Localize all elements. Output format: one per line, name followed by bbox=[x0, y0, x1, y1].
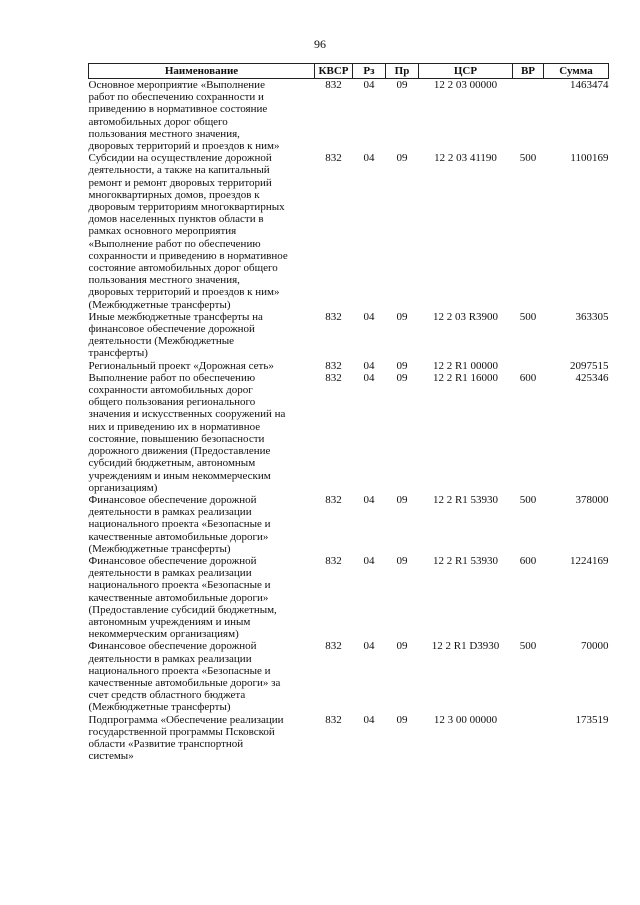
name-line: счет средств областного бюджета bbox=[88, 689, 246, 702]
cell-pr: 09 bbox=[396, 713, 408, 726]
name-line: (Межбюджетные трансферты) bbox=[88, 701, 231, 714]
table-row bbox=[89, 152, 609, 311]
cell-rz: 04 bbox=[363, 713, 375, 726]
name-line: субсидий бюджетным, автономным bbox=[88, 457, 256, 470]
cell-sum: 1463474 bbox=[570, 79, 609, 91]
cell-rz: 04 bbox=[363, 310, 375, 323]
cell-vr bbox=[513, 360, 544, 372]
cell-name bbox=[89, 79, 315, 153]
cell-kvsr: 832 bbox=[325, 310, 342, 323]
cell-sum: 425346 bbox=[575, 371, 609, 384]
name-line: состояние автомобильных дорог общего bbox=[88, 262, 278, 275]
name-line: учреждениям и иным некоммерческим bbox=[88, 469, 271, 482]
cell-csr: 12 2 03 R3900 bbox=[432, 310, 499, 323]
cell-vr: 500 bbox=[519, 640, 537, 653]
cell-kvsr: 832 bbox=[325, 359, 342, 372]
table-row bbox=[89, 311, 609, 360]
cell-name bbox=[89, 640, 315, 713]
cell-csr: 12 2 R1 D3930 bbox=[431, 640, 500, 653]
name-line: дворовым территориям многоквартирных bbox=[88, 201, 285, 214]
cell-rz: 04 bbox=[363, 79, 375, 91]
cell-csr: 12 2 R1 53930 bbox=[432, 554, 499, 567]
name-line: домов населенных пунктов области в bbox=[88, 213, 264, 226]
name-line: национального проекта «Безопасные и bbox=[88, 664, 271, 677]
name-line: деятельности в рамках реализации bbox=[88, 652, 252, 665]
name-line: Выполнение работ по обеспечению bbox=[88, 371, 256, 384]
name-line: значения и искусственных сооружений на bbox=[88, 408, 286, 421]
table-row bbox=[89, 555, 609, 640]
table-row bbox=[89, 79, 609, 153]
cell-vr: 500 bbox=[519, 310, 537, 323]
cell-vr bbox=[513, 79, 544, 153]
name-line: состояние, повышению безопасности bbox=[88, 432, 265, 445]
name-line: национального проекта «Безопасные и bbox=[88, 579, 271, 592]
name-line: ремонт и ремонт дворовых территорий bbox=[88, 176, 272, 189]
cell-pr: 09 bbox=[396, 152, 408, 165]
name-line: «Выполнение работ по обеспечению bbox=[88, 237, 261, 250]
cell-rz: 04 bbox=[363, 493, 375, 506]
cell-sum: 1100169 bbox=[570, 152, 609, 165]
cell-csr: 12 3 00 00000 bbox=[433, 713, 498, 726]
name-line: них и приведению их в нормативное bbox=[88, 420, 261, 433]
name-line: Финансовое обеспечение дорожной bbox=[88, 554, 257, 567]
name-line: рамках основного мероприятия bbox=[88, 225, 237, 238]
cell-rz: 04 bbox=[363, 554, 375, 567]
name-line: пользования местного значения, bbox=[88, 127, 240, 140]
name-line: приведению в нормативное состояние bbox=[88, 103, 268, 116]
name-line: Субсидии на осуществление дорожной bbox=[88, 152, 272, 165]
table-row bbox=[89, 714, 609, 763]
header-sum: Сумма bbox=[544, 64, 609, 79]
cell-pr: 09 bbox=[396, 554, 408, 567]
cell-name bbox=[89, 372, 315, 494]
cell-rz: 04 bbox=[363, 640, 375, 653]
header-kvsr: КВСР bbox=[315, 64, 353, 79]
budget-table bbox=[88, 63, 609, 762]
name-line: (Межбюджетные трансферты) bbox=[88, 542, 231, 555]
name-line: деятельности (Межбюджетные bbox=[88, 335, 235, 348]
cell-rz: 04 bbox=[363, 152, 375, 165]
cell-csr: 12 2 03 00000 bbox=[433, 79, 498, 91]
name-line: сохранности и приведению в нормативное bbox=[88, 249, 288, 262]
name-line: Подпрограмма «Обеспечение реализации bbox=[88, 713, 284, 726]
cell-kvsr: 832 bbox=[325, 371, 342, 384]
header-name: Наименование bbox=[89, 64, 315, 79]
cell-name bbox=[89, 152, 315, 311]
table-row bbox=[89, 360, 609, 372]
name-line: сохранности автомобильных дорог bbox=[88, 384, 253, 397]
cell-pr: 09 bbox=[396, 371, 408, 384]
name-line: деятельности, а также на капитальный bbox=[88, 164, 270, 177]
name-line: деятельности в рамках реализации bbox=[88, 567, 252, 580]
cell-sum: 70000 bbox=[581, 640, 609, 653]
cell-name bbox=[89, 714, 315, 763]
cell-kvsr: 832 bbox=[325, 493, 342, 506]
cell-kvsr: 832 bbox=[325, 640, 342, 653]
name-line: пользования местного значения, bbox=[88, 274, 240, 287]
name-line: Финансовое обеспечение дорожной bbox=[88, 640, 257, 653]
table-body bbox=[89, 79, 609, 763]
name-line: Региональный проект «Дорожная сеть» bbox=[88, 359, 274, 372]
header-csr: ЦСР bbox=[419, 64, 513, 79]
page-number: 96 bbox=[314, 37, 326, 51]
name-line: Основное мероприятие «Выполнение bbox=[88, 79, 265, 91]
cell-csr: 12 2 03 41190 bbox=[434, 152, 497, 165]
cell-vr: 500 bbox=[519, 493, 537, 506]
name-line: дворовых территорий и проездов к ним» bbox=[88, 140, 280, 153]
cell-pr: 09 bbox=[396, 79, 408, 91]
name-line: качественные автомобильные дороги» за bbox=[88, 676, 281, 689]
name-line: качественные автомобильные дороги» bbox=[88, 530, 269, 543]
cell-csr: 12 2 R1 00000 bbox=[432, 359, 499, 372]
cell-sum: 173519 bbox=[575, 713, 609, 726]
cell-kvsr: 832 bbox=[325, 554, 342, 567]
name-line: многоквартирных домов, проездов к bbox=[88, 188, 260, 201]
cell-kvsr: 832 bbox=[325, 152, 342, 165]
name-line: работ по обеспечению сохранности и bbox=[88, 91, 264, 104]
cell-pr: 09 bbox=[396, 640, 408, 653]
name-line: автомобильных дорог общего bbox=[88, 115, 228, 128]
name-line: системы» bbox=[88, 750, 134, 763]
table-row bbox=[89, 372, 609, 494]
name-line: Финансовое обеспечение дорожной bbox=[88, 493, 257, 506]
cell-csr: 12 2 R1 53930 bbox=[432, 493, 499, 506]
cell-pr: 09 bbox=[396, 310, 408, 323]
cell-rz: 04 bbox=[363, 359, 375, 372]
name-line: дворовых территорий и проездов к ним» bbox=[88, 286, 280, 299]
name-line: общего пользования регионального bbox=[88, 396, 256, 409]
cell-pr: 09 bbox=[396, 359, 408, 372]
name-line: финансовое обеспечение дорожной bbox=[88, 323, 255, 336]
name-line: (Предоставление субсидий бюджетным, bbox=[88, 603, 277, 616]
cell-kvsr: 832 bbox=[325, 79, 342, 91]
table-header-row bbox=[89, 64, 609, 79]
name-line: государственной программы Псковской bbox=[88, 725, 275, 738]
cell-sum: 363305 bbox=[575, 310, 609, 323]
name-line: качественные автомобильные дороги» bbox=[88, 591, 269, 604]
table-row bbox=[89, 494, 609, 555]
cell-name bbox=[89, 311, 315, 360]
header-pr: Пр bbox=[386, 64, 419, 79]
name-line: трансферты) bbox=[88, 347, 148, 360]
name-line: дорожного движения (Предоставление bbox=[88, 445, 271, 458]
cell-name bbox=[89, 494, 315, 555]
cell-csr: 12 2 R1 16000 bbox=[432, 371, 499, 384]
cell-name bbox=[89, 555, 315, 640]
name-line: организациям) bbox=[88, 481, 158, 494]
name-line: автономным учреждениям и иным bbox=[88, 615, 251, 628]
cell-sum: 1224169 bbox=[570, 554, 609, 567]
cell-vr: 600 bbox=[519, 554, 537, 567]
cell-sum: 2097515 bbox=[570, 359, 609, 372]
name-line: деятельности в рамках реализации bbox=[88, 506, 252, 519]
header-rz: Рз bbox=[353, 64, 386, 79]
cell-pr: 09 bbox=[396, 493, 408, 506]
name-line: национального проекта «Безопасные и bbox=[88, 518, 271, 531]
cell-vr: 600 bbox=[519, 371, 537, 384]
name-line: области «Развитие транспортной bbox=[88, 737, 244, 750]
name-line: некоммерческим организациям) bbox=[88, 628, 239, 641]
cell-vr bbox=[513, 714, 544, 763]
name-line: Иные межбюджетные трансферты на bbox=[88, 310, 263, 323]
cell-rz: 04 bbox=[363, 371, 375, 384]
name-line: (Межбюджетные трансферты) bbox=[88, 298, 231, 311]
cell-name bbox=[89, 360, 315, 372]
cell-sum: 378000 bbox=[575, 493, 609, 506]
table-row bbox=[89, 640, 609, 713]
header-vr: ВР bbox=[513, 64, 544, 79]
cell-vr: 500 bbox=[519, 152, 537, 165]
cell-kvsr: 832 bbox=[325, 713, 342, 726]
